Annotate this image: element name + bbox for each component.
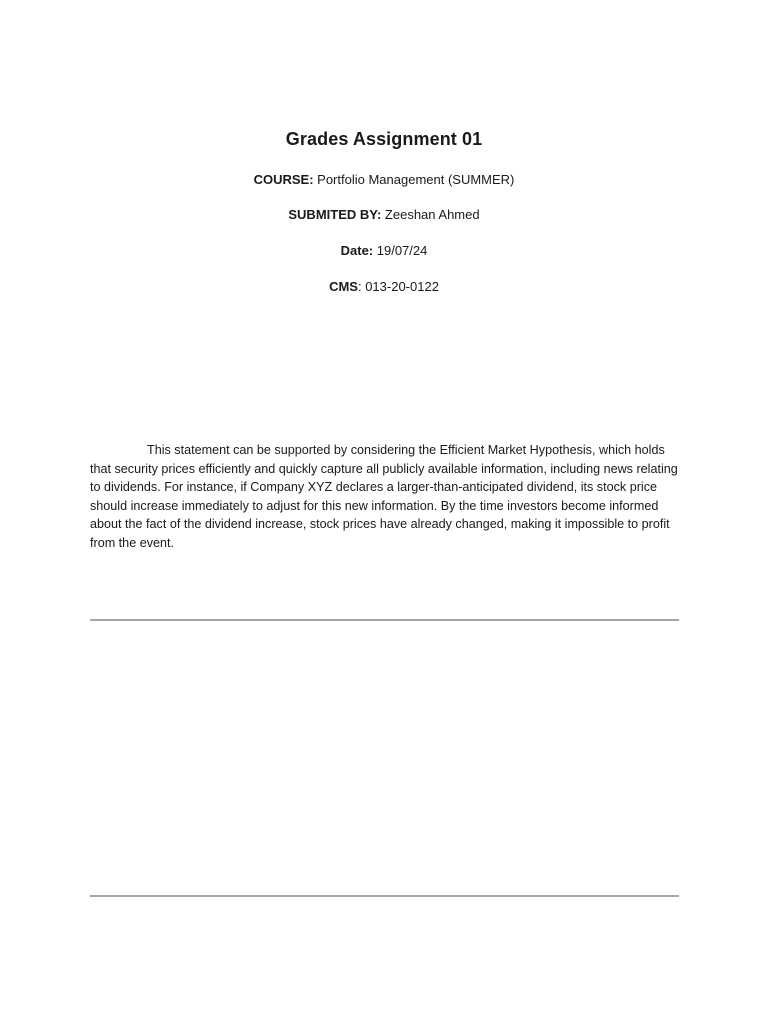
date-label: Date: — [340, 243, 374, 258]
submitted-by-line — [0, 207, 768, 222]
horizontal-rule — [90, 895, 679, 897]
course-value: Portfolio Management (SUMMER) — [313, 172, 515, 187]
submitted-by-label: SUBMITED BY: — [288, 207, 382, 222]
document-title: Grades Assignment 01 — [285, 129, 483, 149]
body-paragraph: This statement can be supported by considering the Efficient Market Hypothesis, which holds that security prices efficiently and quickly capture all publicly available information, including news relating to dividends. For instance, if Company XYZ declares a larger-than-anticipated dividend, its stock price should increase immediately to adjust for this new information. By the time investors become informed about the fact of the dividend increase, stock prices have already changed, making it impossible to profit from the event. — [90, 443, 678, 550]
cms-value: : 013-20-0122 — [357, 279, 439, 294]
submitted-by-value: Zeeshan Ahmed — [381, 207, 480, 222]
cms-label: CMS — [329, 279, 358, 294]
date-value: 19/07/24 — [373, 243, 428, 258]
course-label: COURSE: — [253, 172, 314, 187]
date-line — [0, 243, 768, 258]
course-line — [0, 172, 768, 187]
cms-line — [0, 279, 768, 294]
horizontal-rule — [90, 619, 679, 621]
